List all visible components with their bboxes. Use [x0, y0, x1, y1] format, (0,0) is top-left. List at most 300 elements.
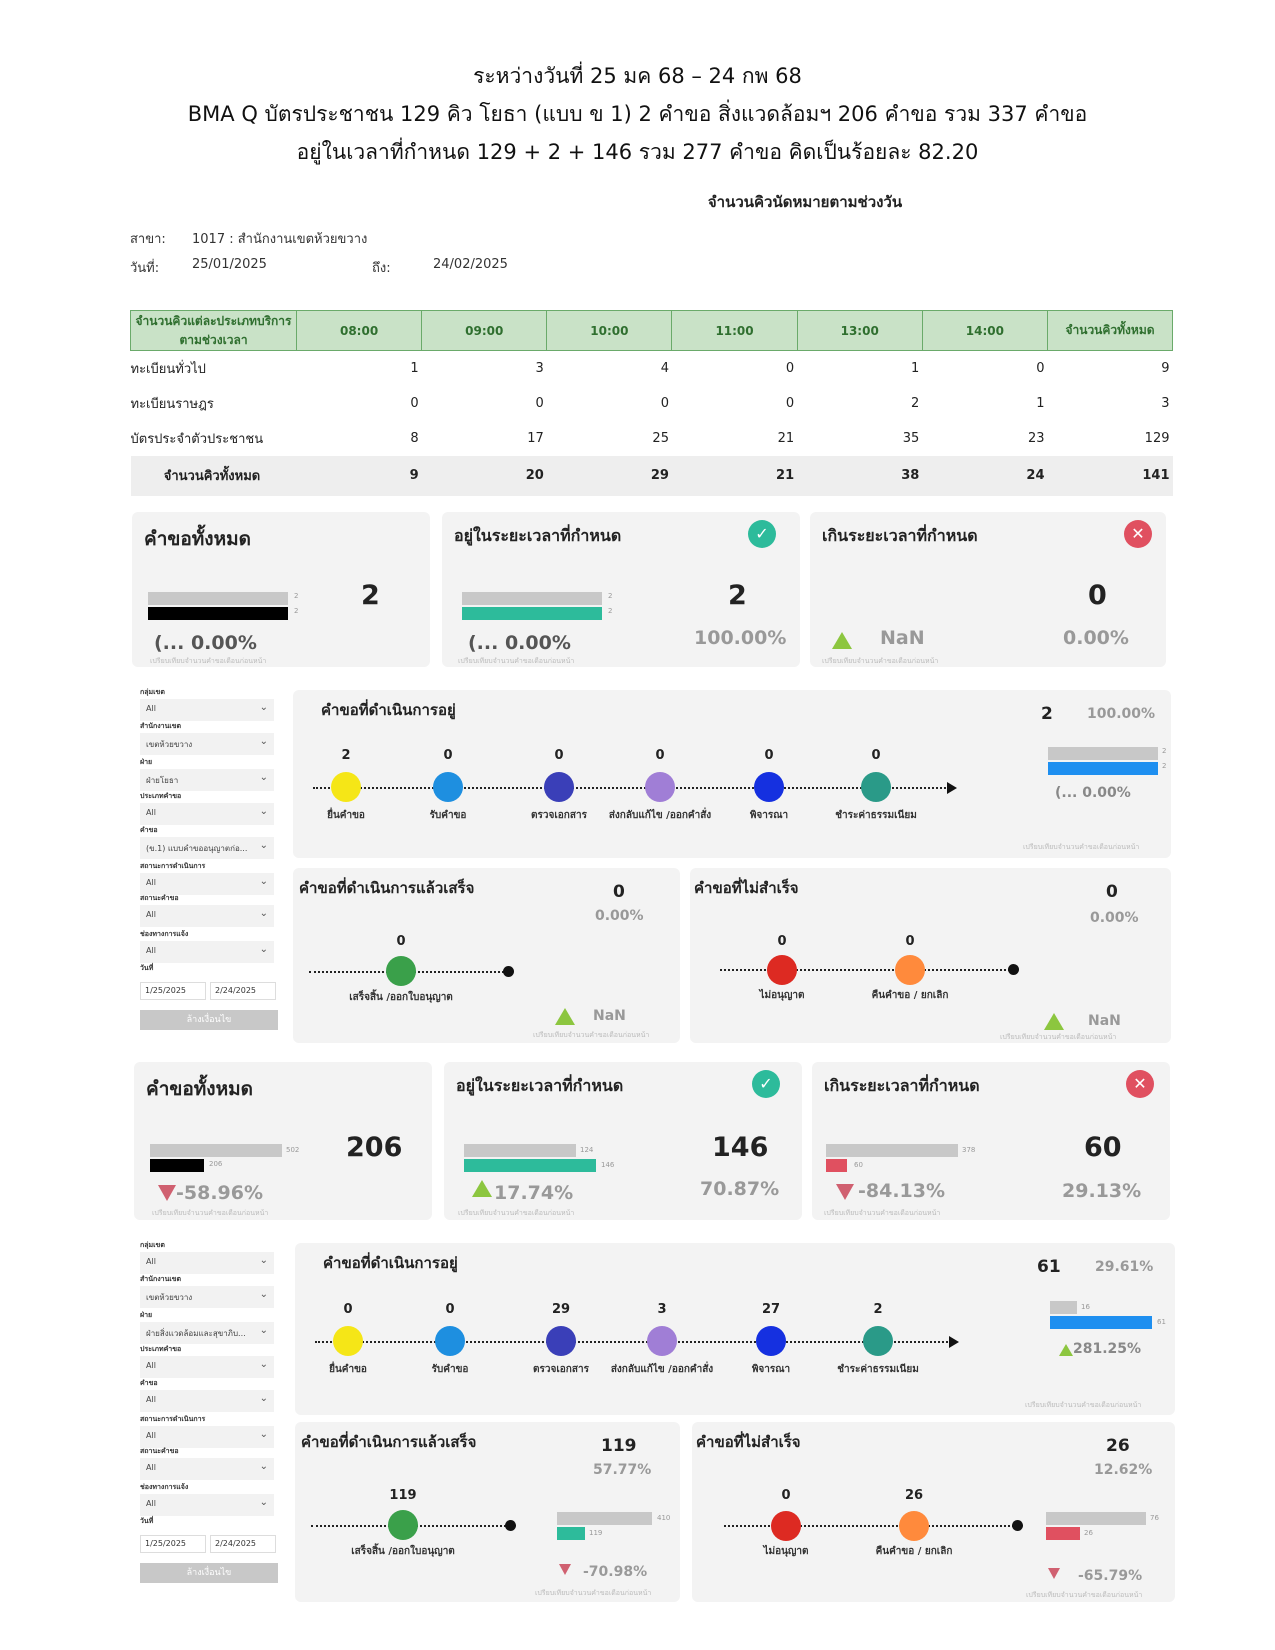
step-label: ตรวจเอกสาร: [531, 810, 587, 821]
table-total-row: [131, 456, 1173, 496]
table-cell: 0: [535, 395, 544, 411]
card-foot: เปรียบเทียบจำนวนคำขอเดือนก่อนหน้า: [1023, 843, 1140, 851]
step-label: คืนคำขอ / ยกเลิก: [871, 990, 949, 1001]
bar-bottom-label: 60: [854, 1161, 863, 1169]
filter-select[interactable]: [140, 905, 274, 927]
step-count: 0: [396, 934, 406, 949]
card-delta: NaN: [880, 627, 925, 649]
filter-value: ฝ่ายโยธา: [146, 776, 179, 785]
table-header: จำนวนคิวแต่ละประเภทบริการตามช่วงเวลา: [131, 311, 297, 351]
date-label: วันที่:: [130, 261, 160, 276]
card-delta: -70.98%: [583, 1564, 648, 1580]
filter-label: ช่องทางการแจ้ง: [140, 1483, 189, 1491]
chevron-down-icon: ⌄: [259, 1325, 268, 1336]
table-header: 09:00: [422, 311, 547, 351]
s2-done-card: [295, 1422, 680, 1602]
filter-label: สถานะคำขอ: [140, 894, 179, 902]
filter-value: All: [146, 1395, 156, 1404]
table-cell: 29: [547, 456, 672, 496]
card-foot: เปรียบเทียบจำนวนคำขอเดือนก่อนหน้า: [150, 657, 267, 665]
step-label: ตรวจเอกสาร: [533, 1364, 589, 1375]
table-row: [131, 386, 1173, 421]
filter-select[interactable]: [140, 1390, 274, 1412]
timeline-line: [724, 1525, 1014, 1527]
end-dot-icon: [1012, 1520, 1023, 1531]
chevron-down-icon: ⌄: [259, 1359, 268, 1370]
step-label: รับคำขอ: [431, 1364, 469, 1375]
step-count: 0: [343, 1302, 353, 1317]
card-value: 2: [728, 580, 747, 611]
bar-bottom-label: 119: [589, 1529, 603, 1537]
card-foot: เปรียบเทียบจำนวนคำขอเดือนก่อนหน้า: [1025, 1401, 1142, 1409]
step-label: คืนคำขอ / ยกเลิก: [875, 1546, 953, 1557]
table-cell: 35: [902, 430, 920, 446]
step-dot: [899, 1511, 929, 1541]
card-title: คำขอที่ดำเนินการอยู่: [321, 701, 456, 719]
chevron-down-icon: ⌄: [259, 876, 268, 887]
card-delta: (... 0.00%: [1055, 785, 1131, 801]
s2-fail-card: [692, 1422, 1175, 1602]
up-arrow-icon: [832, 632, 852, 649]
step-dot: [333, 1326, 363, 1356]
table-row: [131, 351, 1173, 386]
date-to-input[interactable]: 2/24/2025: [210, 1535, 276, 1553]
bar-previous: [1046, 1512, 1146, 1525]
step-count: 0: [764, 748, 774, 763]
down-arrow-icon: [1048, 1568, 1060, 1579]
filter-label: คำขอ: [140, 826, 158, 834]
table-cell: 17: [527, 430, 544, 446]
card-foot: เปรียบเทียบจำนวนคำขอเดือนก่อนหน้า: [458, 657, 575, 665]
arrow-icon: [949, 1336, 959, 1348]
card-title: อยู่ในระยะเวลาที่กำหนด: [454, 526, 622, 545]
timeline-line: [313, 787, 949, 789]
step-count: 2: [873, 1302, 883, 1317]
chevron-down-icon: ⌄: [259, 1289, 268, 1300]
end-dot-icon: [1008, 964, 1019, 975]
card-title: คำขอทั้งหมด: [146, 1078, 253, 1100]
step-count: 0: [445, 1302, 455, 1317]
filter-value: All: [146, 1257, 156, 1266]
table-header: 10:00: [547, 311, 672, 351]
step-label: ชำระค่าธรรมเนียม: [837, 1364, 919, 1375]
bar-previous: [464, 1144, 576, 1157]
table-cell: 141: [1048, 456, 1173, 496]
filter-value: All: [146, 946, 156, 955]
step-dot: [546, 1326, 576, 1356]
s1-progress-card: [293, 690, 1171, 858]
card-delta: -84.13%: [858, 1180, 946, 1202]
card-value: 0: [1106, 882, 1118, 902]
s1-ontime-card: [442, 512, 800, 667]
table-header: 14:00: [922, 311, 1047, 351]
card-pct: 0.00%: [595, 908, 644, 924]
card-foot: เปรียบเทียบจำนวนคำขอเดือนก่อนหน้า: [1000, 1033, 1117, 1041]
step-label: ไม่อนุญาต: [763, 1546, 809, 1557]
card-value: 2: [1041, 704, 1053, 724]
filter-select[interactable]: [140, 1322, 274, 1344]
card-title: คำขอที่ดำเนินการแล้วเสร็จ: [299, 879, 475, 897]
step-dot: [386, 956, 416, 986]
bar-top-label: 502: [286, 1146, 300, 1154]
down-arrow-icon: [158, 1185, 176, 1201]
step-count: 3: [657, 1302, 667, 1317]
card-delta: -58.96%: [176, 1182, 264, 1204]
bar-previous: [462, 592, 602, 605]
up-arrow-icon: [472, 1180, 492, 1197]
filter-value: All: [146, 808, 156, 817]
table-cell: 0: [410, 395, 419, 411]
bar-current: [557, 1527, 585, 1540]
chevron-down-icon: ⌄: [259, 772, 268, 783]
step-count: 27: [761, 1302, 781, 1317]
table-header: 13:00: [797, 311, 922, 351]
table-header: 08:00: [297, 311, 422, 351]
card-pct: 29.13%: [1062, 1180, 1142, 1202]
s1-total-card: [132, 512, 430, 667]
bar-top-label: 124: [580, 1146, 594, 1154]
clear-filter-button[interactable]: ล้างเงื่อนไข: [140, 1010, 278, 1030]
filter-select[interactable]: [140, 1426, 274, 1448]
card-foot: เปรียบเทียบจำนวนคำขอเดือนก่อนหน้า: [822, 657, 939, 665]
filter-select[interactable]: [140, 733, 274, 755]
bar-bottom-label: 206: [209, 1160, 223, 1168]
step-dot: [331, 772, 361, 802]
s2-ontime-card: [444, 1062, 802, 1220]
close-icon: ✕: [1124, 520, 1152, 548]
card-foot: เปรียบเทียบจำนวนคำขอเดือนก่อนหน้า: [152, 1209, 269, 1217]
date-from: 25/01/2025: [192, 257, 267, 272]
timeline-line: [315, 1341, 951, 1343]
table-cell: ทะเบียนราษฎร: [130, 396, 214, 412]
filter-label: ฝ่าย: [140, 758, 153, 766]
table-cell: ทะเบียนทั่วไป: [130, 361, 206, 377]
filter-select[interactable]: [140, 1494, 274, 1516]
header-line-2: BMA Q บัตรประชาชน 129 คิว โยธา (แบบ ข 1) 2 คำขอ สิ่งแวดล้อมฯ 206 คำขอ รวม 337 คำขอ: [187, 102, 1088, 126]
table-header-row: [131, 311, 1173, 351]
table-cell: 0: [785, 360, 795, 376]
filter-select[interactable]: [140, 1458, 274, 1480]
filter-label: สำนักงานเขต: [140, 1275, 182, 1283]
card-title: คำขอที่ดำเนินการแล้วเสร็จ: [301, 1433, 477, 1451]
card-delta: NaN: [593, 1008, 626, 1024]
table-cell: 3: [1161, 395, 1170, 411]
s1-done-card: [293, 868, 680, 1043]
table-cell: 9: [1161, 360, 1170, 376]
filter-label: สถานะคำขอ: [140, 1447, 179, 1455]
step-label: ยื่นคำขอ: [329, 1364, 367, 1375]
filter-value: All: [146, 910, 156, 919]
filter-value: All: [146, 704, 156, 713]
card-delta: (... 0.00%: [154, 632, 257, 654]
arrow-icon: [947, 782, 957, 794]
report-title: จำนวนคิวนัดหมายตามช่วงวัน: [707, 193, 903, 211]
card-title: คำขอที่ไม่สำเร็จ: [694, 879, 799, 897]
to-label: ถึง:: [372, 261, 391, 276]
table-cell: 24: [922, 456, 1047, 496]
filter-select[interactable]: [140, 941, 274, 963]
bar-bottom-label: 146: [601, 1161, 615, 1169]
card-pct: 100.00%: [694, 627, 787, 649]
header-line-3: อยู่ในเวลาที่กำหนด 129 + 2 + 146 รวม 277 คำขอ คิดเป็นร้อยละ 82.20: [296, 140, 979, 164]
chevron-down-icon: ⌄: [259, 736, 268, 747]
card-delta: 281.25%: [1073, 1341, 1142, 1357]
step-dot: [433, 772, 463, 802]
step-dot: [388, 1510, 418, 1540]
bar-current: [464, 1159, 596, 1172]
step-count: 0: [777, 934, 787, 949]
card-pct: 29.61%: [1095, 1259, 1154, 1275]
filter-select[interactable]: [140, 837, 274, 859]
queue-table: [130, 310, 1173, 496]
card-title: คำขอที่ไม่สำเร็จ: [696, 1433, 801, 1451]
table-cell: 2: [911, 395, 920, 411]
up-arrow-icon: [1059, 1344, 1073, 1356]
card-title: อยู่ในระยะเวลาที่กำหนด: [456, 1076, 624, 1095]
date-from-input[interactable]: 1/25/2025: [140, 1535, 206, 1553]
step-dot: [767, 955, 797, 985]
card-foot: เปรียบเทียบจำนวนคำขอเดือนก่อนหน้า: [1026, 1591, 1143, 1599]
card-value: 146: [712, 1132, 769, 1163]
branch-value: 1017 : สำนักงานเขตห้วยขวาง: [192, 232, 368, 247]
table-cell: 129: [1144, 430, 1170, 446]
step-count: 26: [904, 1488, 924, 1503]
close-icon: ✕: [1126, 1070, 1154, 1098]
chevron-down-icon: ⌄: [259, 1429, 268, 1440]
table-cell: 0: [1036, 360, 1045, 376]
card-title: คำขอที่ดำเนินการอยู่: [323, 1254, 458, 1272]
bar-top-label: 2: [294, 592, 299, 600]
chevron-down-icon: ⌄: [259, 1461, 268, 1472]
card-pct: 12.62%: [1094, 1462, 1153, 1478]
step-dot: [863, 1326, 893, 1356]
bar-bottom-label: 2: [1162, 762, 1167, 770]
card-title: เกินระยะเวลาที่กำหนด: [824, 1076, 980, 1095]
step-dot: [435, 1326, 465, 1356]
card-title: คำขอทั้งหมด: [144, 528, 251, 550]
card-value: 60: [1084, 1132, 1122, 1163]
table-header: 11:00: [672, 311, 797, 351]
branch-label: สาขา:: [130, 232, 166, 247]
filter-label: ฝ่าย: [140, 1311, 153, 1319]
timeline-line: [720, 969, 1010, 971]
step-count: 2: [341, 748, 351, 763]
chevron-down-icon: ⌄: [259, 806, 268, 817]
table-cell: 9: [297, 456, 422, 496]
card-value: 61: [1037, 1257, 1061, 1277]
step-count: 0: [781, 1488, 791, 1503]
check-icon: ✓: [748, 520, 776, 548]
bar-bottom-label: 61: [1157, 1318, 1166, 1326]
up-arrow-icon: [1044, 1013, 1064, 1030]
step-label: ชำระค่าธรรมเนียม: [835, 810, 917, 821]
filter-value: All: [146, 1499, 156, 1508]
table-cell: 20: [422, 456, 547, 496]
chevron-down-icon: ⌄: [259, 1255, 268, 1266]
step-label: ไม่อนุญาต: [759, 990, 805, 1001]
bar-current: [462, 607, 602, 620]
filter-label: กลุ่มเขต: [140, 688, 165, 696]
step-count: 0: [554, 748, 564, 763]
chevron-down-icon: ⌄: [259, 1393, 268, 1404]
card-value: 206: [346, 1132, 403, 1163]
bar-current: [1050, 1316, 1152, 1329]
filter-label: วันที่: [140, 964, 154, 972]
step-dot: [544, 772, 574, 802]
filter-value: เขตห้วยขวาง: [146, 1293, 193, 1302]
table-cell: 1: [911, 360, 920, 376]
card-value: 0: [613, 882, 625, 902]
bar-current: [148, 607, 288, 620]
filter-label: สถานะการดำเนินการ: [140, 1415, 206, 1423]
chevron-down-icon: ⌄: [259, 908, 268, 919]
filter-label: คำขอ: [140, 1379, 158, 1387]
card-foot: เปรียบเทียบจำนวนคำขอเดือนก่อนหน้า: [458, 1209, 575, 1217]
table-cell: 8: [410, 430, 419, 446]
filter-label: ช่องทางการแจ้ง: [140, 930, 189, 938]
bar-top-label: 410: [657, 1514, 671, 1522]
filter-select[interactable]: [140, 1286, 274, 1308]
bar-current: [1046, 1527, 1080, 1540]
date-from-input[interactable]: 1/25/2025: [140, 982, 206, 1000]
bar-previous: [148, 592, 288, 605]
filter-label: ประเภทคำขอ: [140, 792, 182, 800]
table-cell: 21: [672, 456, 797, 496]
header-line-1: ระหว่างวันที่ 25 มค 68 – 24 กพ 68: [473, 64, 802, 88]
card-pct: 0.00%: [1063, 627, 1129, 649]
step-count: 29: [551, 1302, 571, 1317]
card-pct: 57.77%: [593, 1462, 652, 1478]
card-delta: -65.79%: [1078, 1568, 1143, 1584]
bar-top-label: 2: [608, 592, 613, 600]
bar-current: [150, 1159, 204, 1172]
step-dot: [861, 772, 891, 802]
card-title: เกินระยะเวลาที่กำหนด: [822, 526, 978, 545]
table-cell: 38: [797, 456, 922, 496]
chevron-down-icon: ⌄: [259, 840, 268, 851]
bar-top-label: 378: [962, 1146, 976, 1154]
step-dot: [771, 1511, 801, 1541]
step-count: 0: [655, 748, 665, 763]
card-value: 119: [601, 1436, 637, 1456]
bar-bottom-label: 2: [608, 607, 613, 615]
filter-select[interactable]: [140, 769, 274, 791]
up-arrow-icon: [555, 1008, 575, 1025]
step-label: เสร็จสิ้น /ออกใบอนุญาต: [351, 1546, 455, 1557]
step-count: 0: [871, 748, 881, 763]
filter-value: All: [146, 1431, 156, 1440]
table-header: จำนวนคิวทั้งหมด: [1048, 311, 1173, 351]
step-dot: [645, 772, 675, 802]
table-cell: 21: [777, 430, 795, 446]
filter-value: All: [146, 1361, 156, 1370]
bar-previous: [150, 1144, 282, 1157]
table-cell: 1: [410, 360, 419, 376]
end-dot-icon: [505, 1520, 516, 1531]
date-to-input[interactable]: 2/24/2025: [210, 982, 276, 1000]
s2-late-card: [812, 1062, 1170, 1220]
card-pct: 0.00%: [1090, 910, 1139, 926]
step-count: 119: [389, 1488, 417, 1503]
card-pct: 70.87%: [700, 1178, 780, 1200]
table-cell: 4: [660, 360, 669, 376]
bar-top-label: 2: [1162, 747, 1167, 755]
bar-bottom-label: 2: [294, 607, 299, 615]
clear-filter-button[interactable]: ล้างเงื่อนไข: [140, 1563, 278, 1583]
chevron-down-icon: ⌄: [259, 702, 268, 713]
card-value: 26: [1106, 1436, 1130, 1456]
check-icon: ✓: [752, 1070, 780, 1098]
step-count: 0: [443, 748, 453, 763]
filter-value: All: [146, 1463, 156, 1472]
bar-previous: [1048, 747, 1158, 760]
bar-current: [826, 1159, 847, 1172]
down-arrow-icon: [836, 1184, 854, 1200]
step-dot: [756, 1326, 786, 1356]
card-foot: เปรียบเทียบจำนวนคำขอเดือนก่อนหน้า: [535, 1589, 652, 1597]
filter-value: เขตห้วยขวาง: [146, 740, 193, 749]
table-cell: 25: [652, 430, 669, 446]
card-value: 2: [361, 580, 380, 611]
end-dot-icon: [503, 966, 514, 977]
card-value: 0: [1088, 580, 1107, 611]
step-dot: [647, 1326, 677, 1356]
table-cell: จำนวนคิวทั้งหมด: [131, 456, 297, 496]
s1-fail-card: [690, 868, 1171, 1043]
step-label: รับคำขอ: [429, 810, 467, 821]
table-cell: บัตรประจำตัวประชาชน: [130, 431, 264, 447]
step-label: พิจารณา: [749, 810, 789, 821]
step-label: เสร็จสิ้น /ออกใบอนุญาต: [349, 992, 453, 1003]
bar-previous: [826, 1144, 958, 1157]
table-cell: 1: [1036, 395, 1045, 411]
filter-select[interactable]: [140, 1252, 274, 1274]
bar-previous: [557, 1512, 652, 1525]
filter-select[interactable]: [140, 803, 274, 825]
step-label: ส่งกลับแก้ไข /ออกคำสั่ง: [608, 810, 712, 821]
table-cell: 3: [535, 360, 544, 376]
filter-select[interactable]: [140, 1356, 274, 1378]
card-delta: (... 0.00%: [468, 632, 571, 654]
card-pct: 100.00%: [1087, 706, 1156, 722]
s1-late-card: [810, 512, 1166, 667]
table-cell: 0: [660, 395, 669, 411]
card-delta: 17.74%: [494, 1182, 574, 1204]
step-label: ยื่นคำขอ: [327, 810, 365, 821]
filter-label: สถานะการดำเนินการ: [140, 862, 206, 870]
date-to: 24/02/2025: [433, 257, 508, 272]
step-dot: [754, 772, 784, 802]
chevron-down-icon: ⌄: [259, 1497, 268, 1508]
card-foot: เปรียบเทียบจำนวนคำขอเดือนก่อนหน้า: [824, 1209, 941, 1217]
bar-top-label: 76: [1150, 1514, 1159, 1522]
bar-top-label: 16: [1081, 1303, 1090, 1311]
step-label: ส่งกลับแก้ไข /ออกคำสั่ง: [610, 1364, 714, 1375]
filter-label: วันที่: [140, 1517, 154, 1525]
table-cell: 0: [785, 395, 795, 411]
step-label: พิจารณา: [751, 1364, 791, 1375]
filter-select[interactable]: [140, 873, 274, 895]
card-delta: NaN: [1088, 1013, 1121, 1029]
down-arrow-icon: [559, 1564, 571, 1575]
s2-progress-card: [295, 1243, 1175, 1415]
filter-value: All: [146, 878, 156, 887]
filter-select[interactable]: [140, 699, 274, 721]
chevron-down-icon: ⌄: [259, 944, 268, 955]
step-dot: [895, 955, 925, 985]
table-cell: 23: [1027, 430, 1045, 446]
filter-label: กลุ่มเขต: [140, 1241, 165, 1249]
